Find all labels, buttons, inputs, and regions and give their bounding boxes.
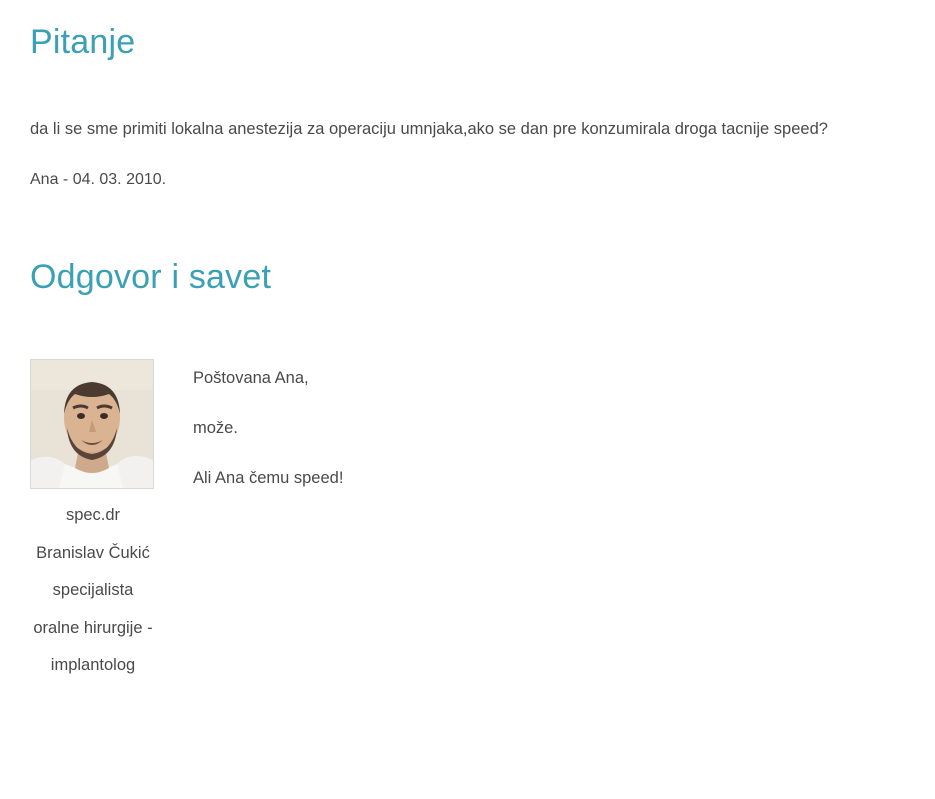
answer-text-column	[156, 359, 343, 494]
avatar	[31, 360, 153, 488]
doctor-portrait-photo	[30, 359, 154, 489]
doctor-name: spec.dr Branislav Čukić specijalista oralne hirurgije - implantolog	[33, 506, 153, 674]
answer-section-title: Odgovor i savet	[30, 258, 272, 296]
question-text: da li se sme primiti lokalna anestezija za operaciju umnjaka,ako se dan pre konzumirala droga tacnije speed?	[30, 120, 828, 138]
question-author-date: Ana - 04. 03. 2010.	[30, 171, 167, 188]
doctor-column	[30, 359, 156, 685]
page-title: Pitanje	[30, 23, 136, 61]
answer-block	[30, 297, 905, 685]
answer-line: Poštovana Ana,	[193, 369, 309, 387]
answer-line: može.	[193, 419, 238, 437]
answer-line: Ali Ana čemu speed!	[193, 469, 344, 487]
